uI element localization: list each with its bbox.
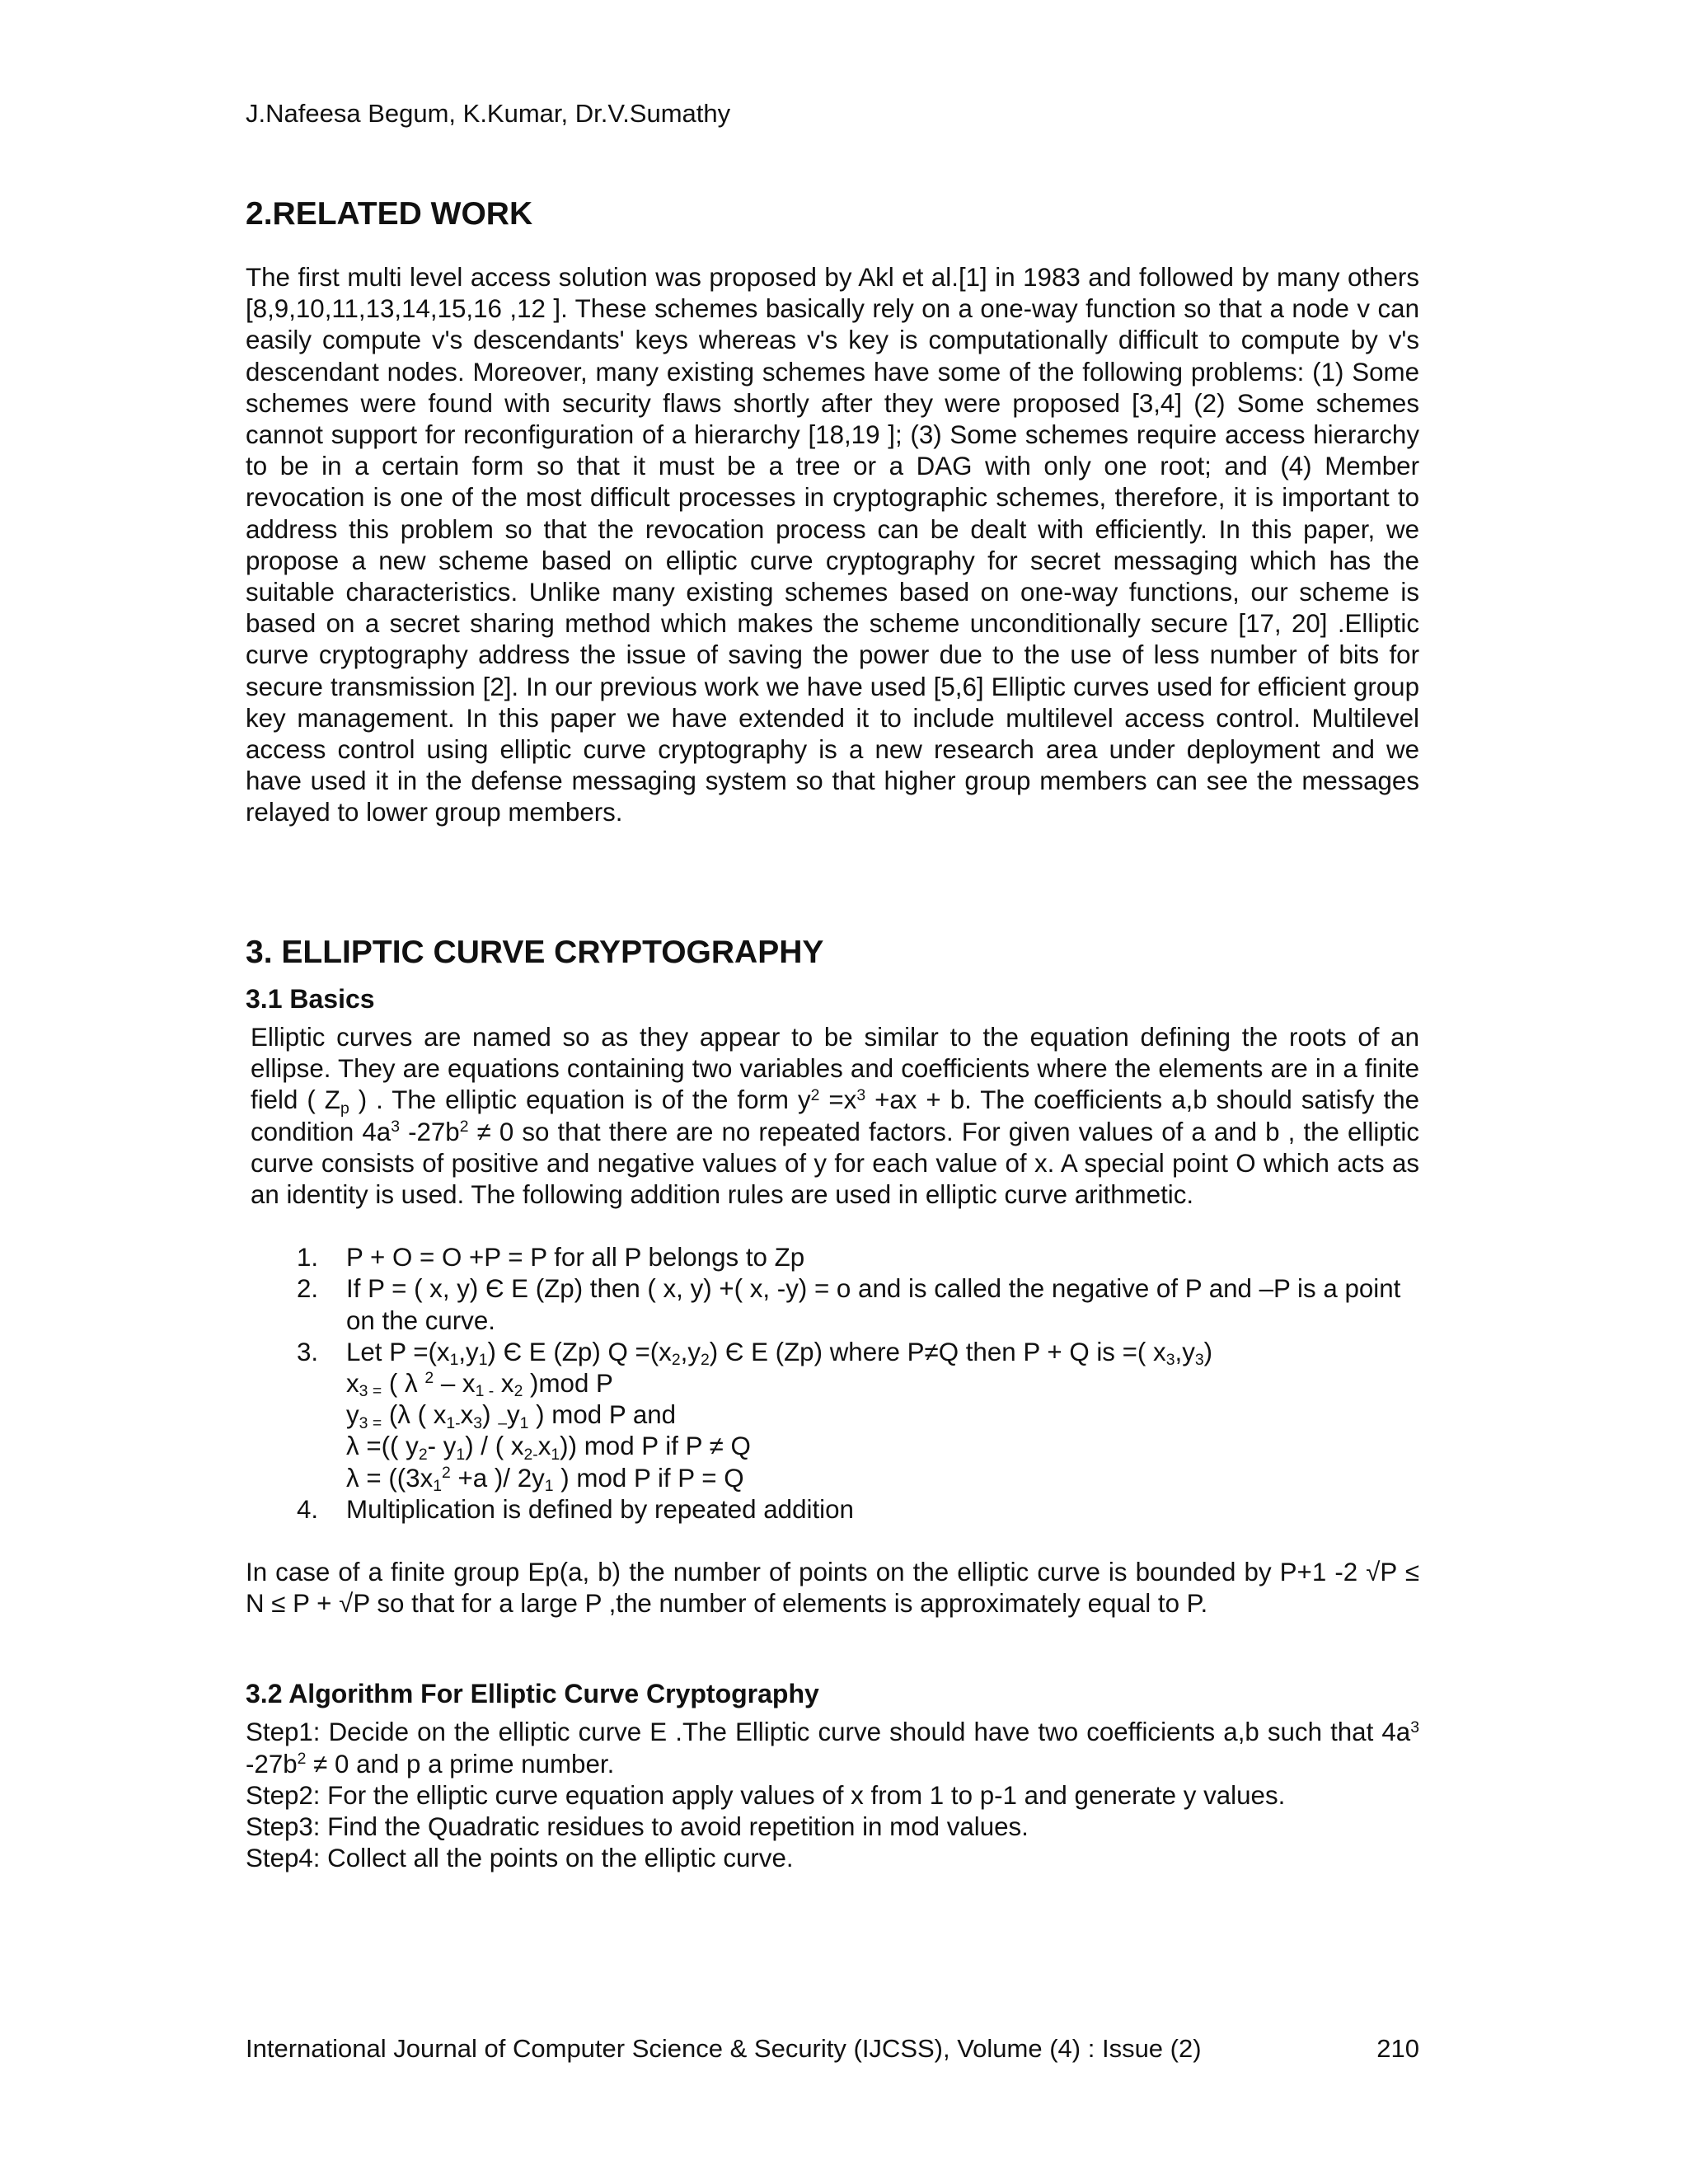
page-footer (246, 2032, 1419, 2065)
section-heading: 3. ELLIPTIC CURVE CRYPTOGRAPHY (246, 935, 824, 970)
step-1: Step1: Decide on the elliptic curve E .The Elliptic curve should have two coefficients a,b such that $4a^3$ $-27b^2 \ne 0$ and p a prime number. (246, 1718, 1419, 1779)
page-number: 210 (1376, 2034, 1419, 2063)
related-work-paragraph: The first multi level access solution was proposed by Akl et al.[1] in 1983 and followed by many others [8,9,10,11,13,14,15,16 ,12 ]. These schemes basically rely on a one-way function so that a node v can easily compute v's descendants' keys whereas v's key is computationally difficult to compute by v's descendant nodes. Moreover, many existing schemes have some of the following problems: (1) Some schemes were found with security flaws shortly after they were proposed [3,4] (2) Some schemes cannot support for reconfiguration of a hierarchy [18,19 ]; (3) Some schemes require access hierarchy to be in a certain form so that it must be a tree or a DAG with only one root; and (4) Member revocation is one of the most difficult processes in cryptographic schemes, therefore, it is important to address this problem so that the revocation process can be dealt with efficiently. In this paper, we propose a new scheme based on elliptic curve cryptography for secret messaging which has the suitable characteristics. Unlike many existing schemes based on one-way functions, our scheme is based on a secret sharing method which makes the scheme unconditionally secure [17, 20] .Elliptic curve cryptography address the issue of saving the power due to the use of less number of bits for secure transmission [2]. In our previous work we have used [5,6] Elliptic curves used for efficient group key management. In this paper we have extended it to include multilevel access control. Multilevel access control using elliptic curve cryptography is a new research area under deployment and we have used it in the defense messaging system so that higher group members can see the messages relayed to lower group members. (246, 263, 1419, 827)
list-number: 4. (297, 1494, 319, 1524)
list-number: 2. (297, 1274, 319, 1304)
subsection-heading: 3.2 Algorithm For Elliptic Curve Cryptography (246, 1679, 819, 1709)
algorithm-steps (246, 1717, 1419, 1874)
list-item: 2. If P = ( x, y) Є E (Zp) then ( x, y) +( x, -y) = o and is called the negative of P and –P is a point on the curve. (297, 1274, 1401, 1335)
list-number: 3. (297, 1337, 319, 1366)
list-item (246, 1337, 1419, 1494)
bound-paragraph: In case of a finite group Ep(a, b) the number of points on the elliptic curve is bounded by P+1 -2 √P ≤ N ≤ P + √P so that for a large P ,the number of elements is approximately equal to P. (246, 1558, 1419, 1619)
subsection-heading: 3.1 Basics (246, 984, 375, 1014)
step-2: Step2: For the elliptic curve equation apply values of x from 1 to p-1 and generate y values. (246, 1780, 1286, 1810)
step-4: Step4: Collect all the points on the elliptic curve. (246, 1844, 794, 1873)
section-heading: 2.RELATED WORK (246, 196, 533, 232)
formula-y3: $y_{3 =}$ (λ ( $x_{1-}x_3$) $_-y_1$ ) mod P and (346, 1400, 677, 1432)
running-head: J.Nafeesa Begum, K.Kumar, Dr.V.Sumathy (246, 99, 731, 128)
formula-x3: $x_{3 =}$ ( λ $^2 - x_{1 -}$ $x_2$ )mod P (346, 1369, 613, 1401)
point-addition-rule: Let $P =(x_1,y_1)$ Є E (Zp) $Q =(x_2,y_2)$ Є E (Zp) where P≠Q then P + Q is =( $x_3,y_3$) (346, 1337, 1213, 1370)
list-item: 1. P + O = O +P = P for all P belongs to Zp (246, 1242, 1419, 1273)
formula-lambda-p-eq-q: $\lambda = ((3x_1^2 +a$ )/ $2y_1$ ) mod P if P = Q (346, 1463, 744, 1496)
section-ecc (246, 933, 1419, 1874)
formula-lambda-p-ne-q: λ =(( $y_2-$ $y_1$) / ( $x_{2-}x_1$)) mod P if P ≠ Q (346, 1432, 751, 1464)
section-related-work (246, 194, 1419, 829)
journal-citation: International Journal of Computer Science & Security (IJCSS), Volume (4) : Issue (2) (246, 2034, 1202, 2063)
basics-paragraph: Elliptic curves are named so as they appear to be similar to the equation defining the roots of an ellipse. They are equations containing two variables and coefficients where the elements are in a finite field ( $Z_p$ ) . The elliptic equation is of the form $y^2 =x^3 +ax + b$. The coefficients a,b should satisfy the condition $4a^3$ $-27b^2 \ne 0$ so that there are no repeated factors. For given values of a and b , the elliptic curve consists of positive and negative values of y for each value of x. A special point O which acts as an identity is used. The following addition rules are used in elliptic curve arithmetic. (251, 1023, 1420, 1210)
addition-rules-list (246, 1242, 1419, 1526)
step-3: Step3: Find the Quadratic residues to avoid repetition in mod values. (246, 1812, 1029, 1842)
list-number: 1. (297, 1243, 319, 1272)
list-item: 4. Multiplication is defined by repeated addition (246, 1494, 1419, 1526)
